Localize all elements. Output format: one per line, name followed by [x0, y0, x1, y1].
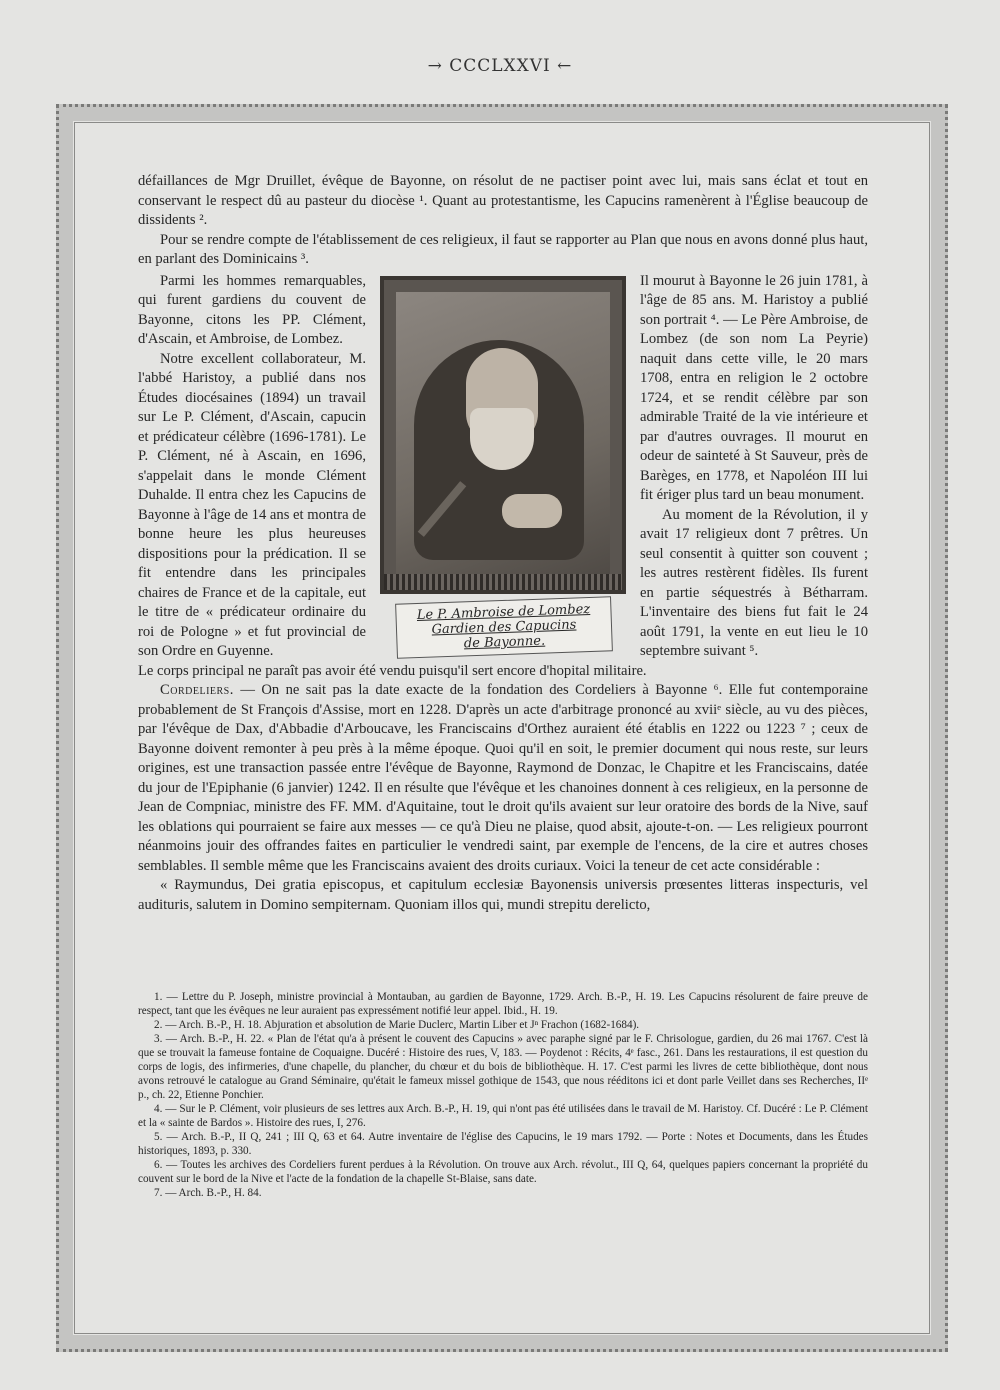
footnote: 3. — Arch. B.-P., H. 22. « Plan de l'état qu'a à présent le couvent des Capucins » avec paraphe signé par le F. Chrisologue, gardien, du 26 mai 1767. C'est là que se trouvait la fameuse fontaine de Coquaigne. Ducéré : Histoire des rues, V, 183. — Poydenot : Récits, 4ᵉ fasc., 261. Dans les restaurations, il est question du corps de logis, des infirmeries, d'une chapelle, du plancher, du chœur et du bois de bibliothèque. H. 17. C'est parmi les livres de cette bibliothèque, dont nous avons retrouvé le catalogue au Grand Séminaire, qu'était le fameux missel gothique de 1543, que nous rééditons ici et dont parle Veillet dans ses Recherches, IIᵉ p., ch. 22, Etienne Ponchier.	[138, 1033, 868, 1101]
footnotes	[138, 990, 868, 1200]
portrait-caption	[395, 596, 613, 659]
text-with-figure	[138, 272, 868, 662]
section-heading: Cordeliers.	[160, 682, 234, 698]
footnote: 5. — Arch. B.-P., II Q, 241 ; III Q, 63 et 64. Autre inventaire de l'église des Capucins, le 19 mars 1792. — Porte : Notes et Documents, dans les Études historiques, 1893, p. 330.	[138, 1131, 868, 1157]
right-paragraph-1: Il mourut à Bayonne le 26 juin 1781, à l'âge de 85 ans. M. Haristoy a publié son portrait ⁴. — Le Père Ambroise, de Lombez (de son nom La Peyrie) naquit dans cette ville, le 20 mars 1708, entra en religion le 2 octobre 1724, et se rendit célèbre par son admirable Traité de la vie intérieure et par d'autres ouvrages. Il mourut en odeur de sainteté à St Sauveur, près de Barèges, en 1778, et Napoléon III lui fit ériger plus tard un beau monument.	[640, 272, 868, 503]
footnote: 2. — Arch. B.-P., H. 18. Abjuration et absolution de Marie Duclerc, Martin Liber et Jⁿ Frachon (1682-1684).	[154, 1019, 640, 1031]
left-column	[138, 272, 366, 662]
main-text	[138, 172, 868, 915]
caption-line-1: Le P. Ambroise de Lombez	[416, 601, 591, 623]
footnote: 6. — Toutes les archives des Cordeliers furent perdues à la Révolution. On trouve aux Arch. révolut., III Q, 64, quelques papiers concernant la propriété du couvent sur le bord de la Nive et l'acte de la fondation de la chapelle St-Blaise, sans date.	[138, 1159, 868, 1185]
paragraph-4-text: — On ne sait pas la date exacte de la fondation des Cordeliers à Bayonne ⁶. Elle fut contemporaine probablement de St François d'Assise, mort en 1228. D'après un acte d'arbitrage prononcé au xviiᵉ siècle, au vu des pièces, par l'évêque de Dax, d'Abbadie d'Arboucave, les Franciscains d'Orthez auraient été établis en 1222 ou 1223 ⁷ ; ceux de Bayonne doivent remonter à peu près à la même époque. Quoi qu'il en soit, le premier document qui nous reste, sur leurs origines, est une transaction passée entre l'évêque de Bayonne, Raymond de Donzac, le Chapitre et les Franciscains, datée du jour de l'Epiphanie (6 janvier) 1242. Il en résulte que l'évêque et les chanoines donnent à ces religieux, en la personne de Jean de Compniac, ministre des FF. MM. d'Aquitaine, tout le droit qu'ils avaient sur leur oratoire des bords de la Nive, sauf les oblations qui pourraient se faire aux messes — ce qu'à Dieu ne plaise, quod absit, ajoute-t-on. — Les religieux pourront néanmoins jouir des offrandes faites en particulier le vendredi saint, par exemple de l'encens, de la cire et autres choses semblables. Il semble même que les Franciscains avaient des droits curiaux. Voici la teneur de cet acte considérable :	[138, 682, 868, 874]
footnote: 1. — Lettre du P. Joseph, ministre provincial à Montauban, au gardien de Bayonne, 1729. Arch. B.-P., H. 19. Les Capucins résolurent de faire preuve de respect, tant que les évêques ne leur auraient pas expressément notifié leur appel. Ibid., H. 19.	[138, 991, 868, 1017]
paragraph-3: Le corps principal ne paraît pas avoir été vendu puisqu'il sert encore d'hopital militaire.	[138, 662, 647, 679]
portrait-figure	[380, 276, 626, 662]
footnote: 7. — Arch. B.-P., H. 84.	[154, 1187, 262, 1199]
caption-line-2: Gardien des Capucins	[431, 616, 577, 638]
left-paragraph-2: Notre excellent collaborateur, M. l'abbé Haristoy, a publié dans nos Études diocésaines (1894) un travail sur Le P. Clément, d'Ascain, capucin et prédicateur célèbre (1696-1781). Le P. Clément, né à Ascain, en 1696, s'appelait dans le monde Clément Duhalde. Il entra chez les Capucins de Bayonne à l'âge de 14 ans et montra de bonne heure les plus heureuses dispositions pour la prédication. Il se fit entendre dans les principales chaires de France et de la capitale, eut le titre de « prédicateur ordinaire du roi de Pologne » et fut provincial de son Ordre en Guyenne.	[138, 350, 366, 659]
footnote: 4. — Sur le P. Clément, voir plusieurs de ses lettres aux Arch. B.-P., H. 19, qui n'ont pas été utilisées dans le travail de M. Haristoy. Cf. Ducéré : Le P. Clément et la « sainte de Bardos ». Histoire des rues, I, 276.	[138, 1103, 868, 1129]
left-paragraph-1: Parmi les hommes remarquables, qui furent gardiens du couvent de Bayonne, citons les PP. Clément, d'Ascain, et Ambroise, de Lombez.	[138, 272, 366, 347]
paragraph-cordeliers	[138, 681, 868, 876]
paragraph-5: « Raymundus, Dei gratia episcopus, et capitulum ecclesiæ Bayonensis universis prœsentes litteras inspecturis, vel audituris, salutem in Domino sempiternam. Quoniam illos qui, mundi strepitu derelicto,	[138, 877, 868, 913]
paragraph-1: défaillances de Mgr Druillet, évêque de Bayonne, on résolut de ne pactiser point avec lui, mais sans éclat et tout en conservant le respect dû au pasteur du diocèse ¹. Quant au protestantisme, les Capucins ramenèrent à l'Église beaucoup de dissidents ².	[138, 173, 868, 228]
portrait-engraving	[380, 276, 626, 594]
page-number-header: → CCCLXXVI ←	[427, 56, 573, 76]
paragraph-2: Pour se rendre compte de l'établissement de ces religieux, il faut se rapporter au Plan que nous en avons donné plus haut, en parlant des Dominicains ³.	[138, 231, 868, 267]
caption-line-3: de Bayonne.	[463, 633, 546, 651]
right-column	[640, 272, 868, 662]
right-paragraph-2: Au moment de la Révolution, il y avait 17 religieux dont 7 prêtres. Un seul consentit à quitter son couvent ; les autres restèrent fidèles. Ils furent en partie séquestrés à Bétharram. L'inventaire des biens fut fait le 24 août 1791, la vente en eut lieu le 10 septembre suivant ⁵.	[640, 506, 868, 659]
